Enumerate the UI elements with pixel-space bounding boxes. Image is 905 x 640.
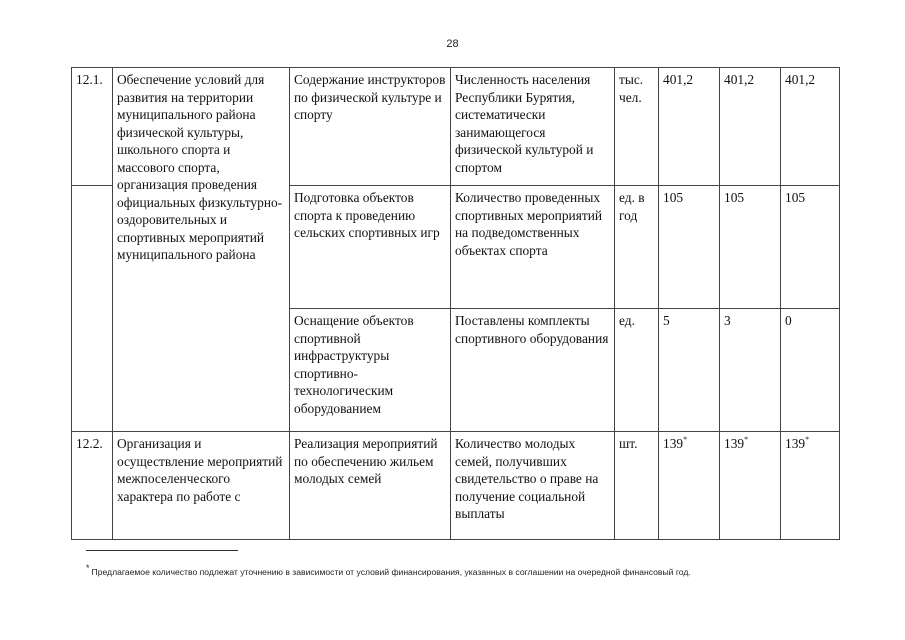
unit-cell: тыс. чел.: [615, 68, 659, 186]
measure-cell: Реализация мероприятий по обеспечению жильем молодых семей: [290, 432, 451, 540]
unit-cell: ед. в год: [615, 186, 659, 309]
footnote-mark: *: [86, 563, 90, 573]
value-year-2: 401,2: [720, 68, 781, 186]
footnote-text: Предлагаемое количество подлежат уточнению в зависимости от условий финансирования, указанных в соглашении на очередной финансовый год.: [91, 567, 691, 577]
value-year-3: [781, 432, 840, 540]
unit-cell: ед.: [615, 309, 659, 432]
measure-cell: Подготовка объектов спорта к проведению сельских спортивных игр: [290, 186, 451, 309]
table-row: [72, 68, 840, 186]
value-year-1: 401,2: [659, 68, 720, 186]
goal-cell: Обеспечение условий для развития на территории муниципального района физической культуры, школьного спорта и массового спорта, организация проведения официальных физкультурно-оздоровительных и спортивных мероприятий муниципального района: [113, 68, 290, 432]
footnote-mark: *: [744, 435, 749, 444]
value-year-2: 105: [720, 186, 781, 309]
value-text: 139: [724, 436, 745, 451]
row-number: 12.1.: [72, 68, 113, 186]
value-year-3: 105: [781, 186, 840, 309]
indicator-cell: Численность населения Республики Бурятия, систематически занимающегося физической культурой и спортом: [451, 68, 615, 186]
value-year-2: [720, 432, 781, 540]
value-year-1: 105: [659, 186, 720, 309]
value-text: 139: [663, 436, 684, 451]
value-year-3: 0: [781, 309, 840, 432]
value-text: 139: [785, 436, 806, 451]
footnote-mark: *: [805, 435, 810, 444]
footnote-divider: [86, 550, 238, 551]
measure-cell: Содержание инструкторов по физической культуре и спорту: [290, 68, 451, 186]
footnote: [86, 563, 846, 577]
value-year-3: 401,2: [781, 68, 840, 186]
row-number-empty: [72, 186, 113, 309]
page-number: 28: [446, 38, 459, 50]
value-year-1: 5: [659, 309, 720, 432]
row-number: 12.2.: [72, 432, 113, 540]
value-year-1: [659, 432, 720, 540]
indicator-cell: Количество проведенных спортивных мероприятий на подведомственных объектах спорта: [451, 186, 615, 309]
footnote-mark: *: [683, 435, 688, 444]
unit-cell: шт.: [615, 432, 659, 540]
goal-cell: Организация и осуществление мероприятий межпоселенческого характера по работе с: [113, 432, 290, 540]
measure-cell: Оснащение объектов спортивной инфраструктуры спортивно-технологическим оборудованием: [290, 309, 451, 432]
table-row: [72, 432, 840, 540]
value-year-2: 3: [720, 309, 781, 432]
program-table: [71, 67, 840, 540]
indicator-cell: Количество молодых семей, получивших свидетельство о праве на получение социальной выплаты: [451, 432, 615, 540]
row-number-empty: [72, 309, 113, 432]
indicator-cell: Поставлены комплекты спортивного оборудования: [451, 309, 615, 432]
